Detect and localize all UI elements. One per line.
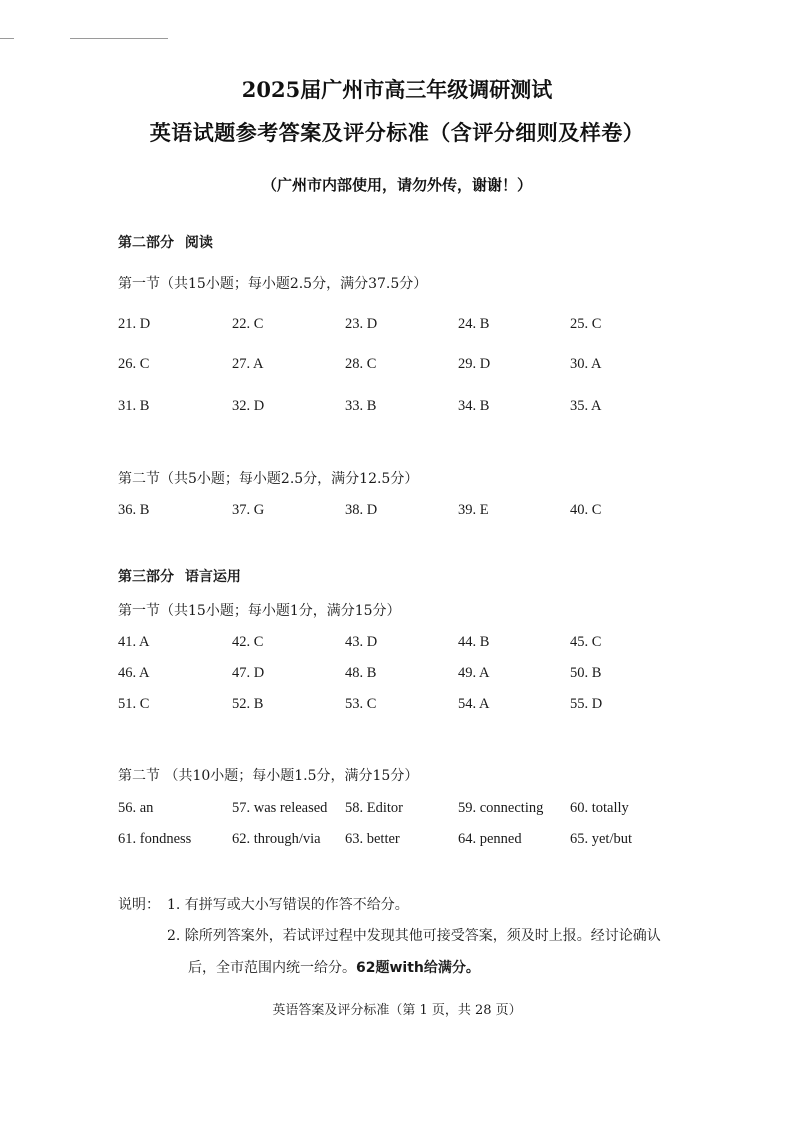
answer-item: 63. better <box>345 831 400 847</box>
note-item-1: 1. 有拼写或大小写错误的作答不给分。 <box>167 897 409 913</box>
document-title: 2025届广州市高三年级调研测试 <box>241 77 553 102</box>
answer-item: 21. D <box>118 316 151 332</box>
part3-section1-label: 第一节（共15小题；每小题1分，满分15分） <box>118 603 401 619</box>
note-item-2-line1: 2. 除所列答案外，若试评过程中发现其他可接受答案，须及时上报。经讨论确认 <box>167 928 661 944</box>
answer-item: 45. C <box>570 634 602 650</box>
answer-item: 41. A <box>118 634 150 650</box>
confidential-notice: （广州市内部使用，请勿外传，谢谢！） <box>261 176 532 194</box>
answer-item: 26. C <box>118 356 150 372</box>
answer-item: 40. C <box>570 502 602 518</box>
answer-item: 32. D <box>232 398 265 414</box>
document-subtitle: 英语试题参考答案及评分标准（含评分细则及样卷） <box>149 120 645 145</box>
answer-item: 56. an <box>118 800 154 816</box>
page-footer: 英语答案及评分标准（第 1 页，共 28 页） <box>272 1003 522 1018</box>
answer-item: 48. B <box>345 665 377 681</box>
answer-item: 36. B <box>118 502 150 518</box>
answer-item: 54. A <box>458 696 490 712</box>
answer-item: 37. G <box>232 502 265 518</box>
part2-heading: 第二部分 阅读 <box>118 235 213 251</box>
answer-item: 64. penned <box>458 831 522 847</box>
part3-heading: 第三部分 语言运用 <box>118 569 241 585</box>
answer-item: 31. B <box>118 398 150 414</box>
answer-item: 35. A <box>570 398 602 414</box>
part2-section1-label: 第一节（共15小题；每小题2.5分，满分37.5分） <box>118 276 428 292</box>
answer-item: 33. B <box>345 398 377 414</box>
answer-item: 30. A <box>570 356 602 372</box>
answer-item: 23. D <box>345 316 378 332</box>
answer-item: 24. B <box>458 316 490 332</box>
note-item-2-text: 后，全市范围内统一给分。 <box>188 960 356 976</box>
note-item-2-line2 <box>188 957 480 977</box>
notes-label: 说明： <box>118 897 160 913</box>
answer-item: 60. totally <box>570 800 629 816</box>
scan-mark <box>0 38 14 39</box>
answer-item: 39. E <box>458 502 489 518</box>
answer-item: 38. D <box>345 502 378 518</box>
answer-item: 44. B <box>458 634 490 650</box>
answer-item: 61. fondness <box>118 831 192 847</box>
answer-item: 25. C <box>570 316 602 332</box>
part3-section2-label: 第二节 （共10小题；每小题1.5分，满分15分） <box>118 768 419 784</box>
answer-item: 29. D <box>458 356 491 372</box>
answer-item: 58. Editor <box>345 800 403 816</box>
answer-item: 65. yet/but <box>570 831 633 847</box>
answer-item: 57. was released <box>232 800 328 816</box>
answer-item: 59. connecting <box>458 800 544 816</box>
answer-item: 28. C <box>345 356 377 372</box>
answer-item: 47. D <box>232 665 265 681</box>
answer-item: 43. D <box>345 634 378 650</box>
part2-section2-label: 第二节（共5小题；每小题2.5分，满分12.5分） <box>118 471 419 487</box>
answer-item: 34. B <box>458 398 490 414</box>
answer-item: 22. C <box>232 316 264 332</box>
answer-item: 27. A <box>232 356 264 372</box>
answer-item: 55. D <box>570 696 603 712</box>
answer-item: 49. A <box>458 665 490 681</box>
answer-item: 51. C <box>118 696 150 712</box>
answer-item: 46. A <box>118 665 150 681</box>
answer-item: 62. through/via <box>232 831 321 847</box>
answer-item: 50. B <box>570 665 602 681</box>
note-item-2-bold: 62题with给满分。 <box>356 960 480 976</box>
scan-mark <box>70 38 168 39</box>
answer-item: 42. C <box>232 634 264 650</box>
answer-item: 53. C <box>345 696 377 712</box>
answer-item: 52. B <box>232 696 264 712</box>
